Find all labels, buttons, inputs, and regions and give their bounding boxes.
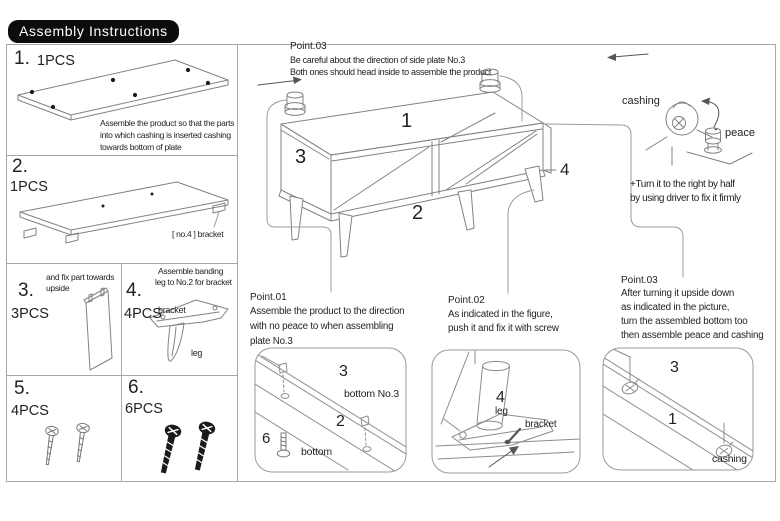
part3-qty: 3PCS <box>11 306 49 322</box>
point3-line3: turn the assembled bottom too <box>621 316 748 327</box>
point2-line2: push it and fix it with screw <box>448 323 559 334</box>
part6-screws-sketch <box>155 420 216 475</box>
cashing-label: cashing <box>622 95 660 107</box>
part4-note-line1: Assemble banding <box>158 266 224 276</box>
cashing-peg-left-sketch <box>285 92 305 115</box>
point1-line1: Assemble the product to the direction <box>250 306 405 317</box>
part6-number: 6. <box>128 377 144 398</box>
part1-note-line2: into which cashing is inserted cashing <box>100 130 231 140</box>
point1-line2: with no peace to when assembling <box>250 321 394 332</box>
part4-number: 4. <box>126 280 142 301</box>
point2-panel-sketch <box>436 351 580 467</box>
part3-note-line2: upside <box>46 283 70 293</box>
part1-number: 1. <box>14 48 30 69</box>
part6-qty: 6PCS <box>125 401 163 417</box>
stand-label-2: 2 <box>412 202 424 224</box>
point1-line3: plate No.3 <box>250 336 293 347</box>
tv-stand-sketch <box>279 92 556 257</box>
point2-line1: As indicated in the figure, <box>448 309 553 320</box>
shelf-interior-lines <box>334 113 537 210</box>
point1-panel-label-bottom: bottom <box>301 446 332 458</box>
point3-panel-label-3: 3 <box>670 359 679 376</box>
part1-note-line1: Assemble the product so that the parts <box>100 118 235 128</box>
peace-label: peace <box>725 127 755 139</box>
point2-panel-label-bracket: bracket <box>525 419 557 430</box>
part3-note-line1: and fix part towards <box>46 272 115 282</box>
point2-panel-label-leg: leg <box>495 406 508 417</box>
part5-number: 5. <box>14 378 30 399</box>
point3-line4: then assemble peace and cashing <box>621 330 764 341</box>
point1-panel-label-bottom-no3: bottom No.3 <box>344 388 399 400</box>
point1-title: Point.01 <box>250 292 287 303</box>
stand-label-1: 1 <box>401 110 413 132</box>
point1-panel-label-3: 3 <box>339 363 348 380</box>
part2-qty: 1PCS <box>10 179 48 195</box>
point3-panel-label-cashing: cashing <box>712 453 747 465</box>
stand-label-3: 3 <box>295 146 307 168</box>
center-divider <box>432 140 439 196</box>
point2-panel-label-4: 4 <box>496 389 505 406</box>
part1-top-plate-sketch <box>18 60 228 120</box>
point1-panel-label-6: 6 <box>262 430 271 447</box>
point1-panel-label-2: 2 <box>336 413 345 430</box>
top-note-title: Point.03 <box>290 41 327 52</box>
part4-note-line2: leg to No.2 for bracket <box>155 277 232 287</box>
point3-panel-label-1: 1 <box>668 411 677 428</box>
part3-number: 3. <box>18 280 34 301</box>
turn-note-line1: +Turn it to the right by half <box>630 179 735 190</box>
part5-screws-sketch <box>41 423 90 466</box>
part4-qty: 4PCS <box>124 306 162 322</box>
point2-title: Point.02 <box>448 295 485 306</box>
top-note-line1: Be careful about the direction of side plate No.3 <box>290 55 465 65</box>
point3-line1: After turning it upside down <box>621 288 735 299</box>
page-title: Assembly Instructions <box>8 20 179 43</box>
part3-side-panel-sketch <box>84 288 112 370</box>
part4-leg-label: leg <box>191 348 203 358</box>
turn-note-line2: by using driver to fix it firmly <box>630 193 741 204</box>
part5-qty: 4PCS <box>11 403 49 419</box>
peace-peg-sketch <box>705 128 722 153</box>
panel1-screw-sketch <box>277 433 289 457</box>
point3-line2: as indicated in the picture, <box>621 302 730 313</box>
part4-bracket-label: bracket <box>158 305 186 315</box>
direction-arrow-left-icon <box>607 54 648 62</box>
part1-note-line3: towards bottom of plate <box>100 142 182 152</box>
point1-panel-sketch <box>255 353 406 478</box>
point3-title: Point.03 <box>621 275 658 286</box>
direction-arrow-right-icon <box>258 77 302 86</box>
screw-hole-dots <box>30 68 210 109</box>
part2-number: 2. <box>12 156 28 177</box>
part2-bracket-label: [ no.4 ] bracket <box>172 229 224 239</box>
stand-label-4: 4 <box>560 160 570 179</box>
top-note-line2: Both ones should head inside to assemble the product <box>290 67 492 77</box>
part1-qty: 1PCS <box>37 53 75 69</box>
